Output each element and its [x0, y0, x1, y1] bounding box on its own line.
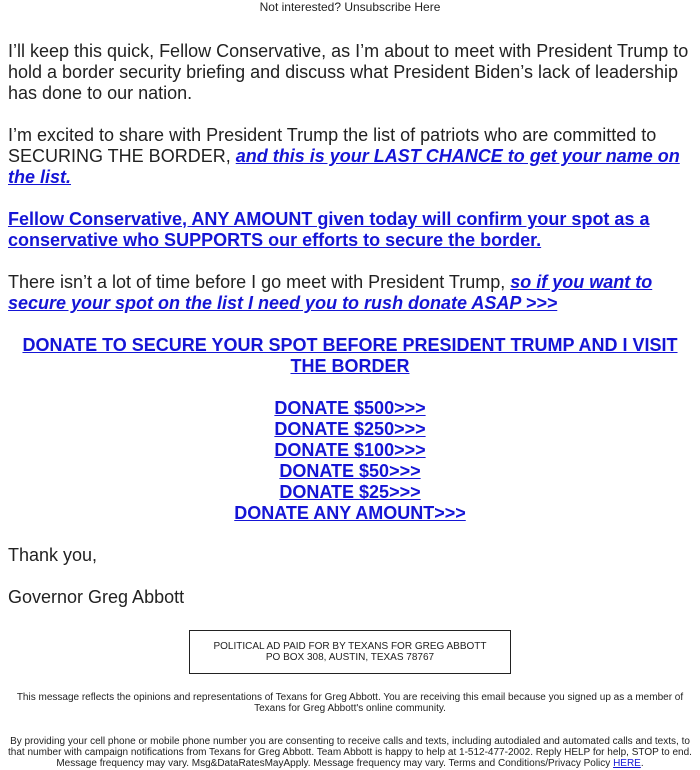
thank-you-text: Thank you, — [8, 545, 98, 565]
sms-consent-notice: By providing your cell phone or mobile phone number you are consenting to receive calls and texts, including autodialed and automated calls and texts, to that number with campaign notifications from Texans for Greg Abbott. Team Abbott is happy to help at 1-512-477-2002. Reply HELP for help, STOP to end. Message frequency may vary. Msg&DataRatesMayApply. Message frequency may vary. Terms and Conditions/Privacy Policy HERE. — [8, 736, 692, 769]
donate-500-button[interactable]: DONATE $500>>> — [274, 398, 426, 418]
paid-for-address: PO BOX 308, AUSTIN, TEXAS 78767 — [265, 652, 435, 663]
rush-donate-link[interactable]: so if you want to secure your spot on the list I need you to rush donate ASAP >>> — [8, 272, 653, 313]
donate-50-button[interactable]: DONATE $50>>> — [279, 461, 421, 481]
donate-100-button[interactable]: DONATE $100>>> — [274, 440, 426, 460]
email-body — [0, 41, 700, 608]
privacy-policy-link[interactable]: HERE — [613, 758, 641, 769]
paragraph-list-chance: I’m excited to share with President Trump the list of patriots who are committed to SECURING THE BORDER, and this is your LAST CHANCE to get your name on the list. — [8, 125, 680, 187]
membership-notice: This message reflects the opinions and representations of Texans for Greg Abbott. You are receiving this email because you signed up as a member of Texans for Greg Abbott's online community. — [16, 692, 684, 714]
signature: Governor Greg Abbott — [8, 587, 185, 607]
donate-headline-link[interactable]: DONATE TO SECURE YOUR SPOT BEFORE PRESIDENT TRUMP AND I VISIT THE BORDER — [22, 335, 678, 376]
donate-headline-wrap — [8, 335, 692, 377]
intro-paragraph: I’ll keep this quick, Fellow Conservative, as I’m about to meet with President Trump to hold a border security briefing and discuss what President Biden’s lack of leadership has done to our nation. — [8, 41, 689, 103]
paragraph-any-amount — [8, 209, 692, 251]
paragraph-rush: There isn’t a lot of time before I go meet with President Trump, so if you want to secure your spot on the list I need you to rush donate ASAP >>> — [8, 272, 653, 313]
paid-for-disclaimer — [189, 630, 511, 674]
donate-25-button[interactable]: DONATE $25>>> — [279, 482, 421, 502]
unsubscribe-link[interactable]: Not interested? Unsubscribe Here — [259, 0, 441, 14]
last-chance-link[interactable]: and this is your LAST CHANCE to get your name on the list. — [8, 146, 680, 187]
donate-options — [8, 398, 692, 524]
paid-for-line1: POLITICAL AD PAID FOR BY TEXANS FOR GREG ABBOTT — [213, 641, 487, 652]
donate-250-button[interactable]: DONATE $250>>> — [274, 419, 426, 439]
donate-any-amount-button[interactable]: DONATE ANY AMOUNT>>> — [234, 503, 466, 523]
any-amount-link[interactable]: Fellow Conservative, ANY AMOUNT given today will confirm your spot as a conservative who SUPPORTS our efforts to secure the border. — [8, 209, 650, 250]
